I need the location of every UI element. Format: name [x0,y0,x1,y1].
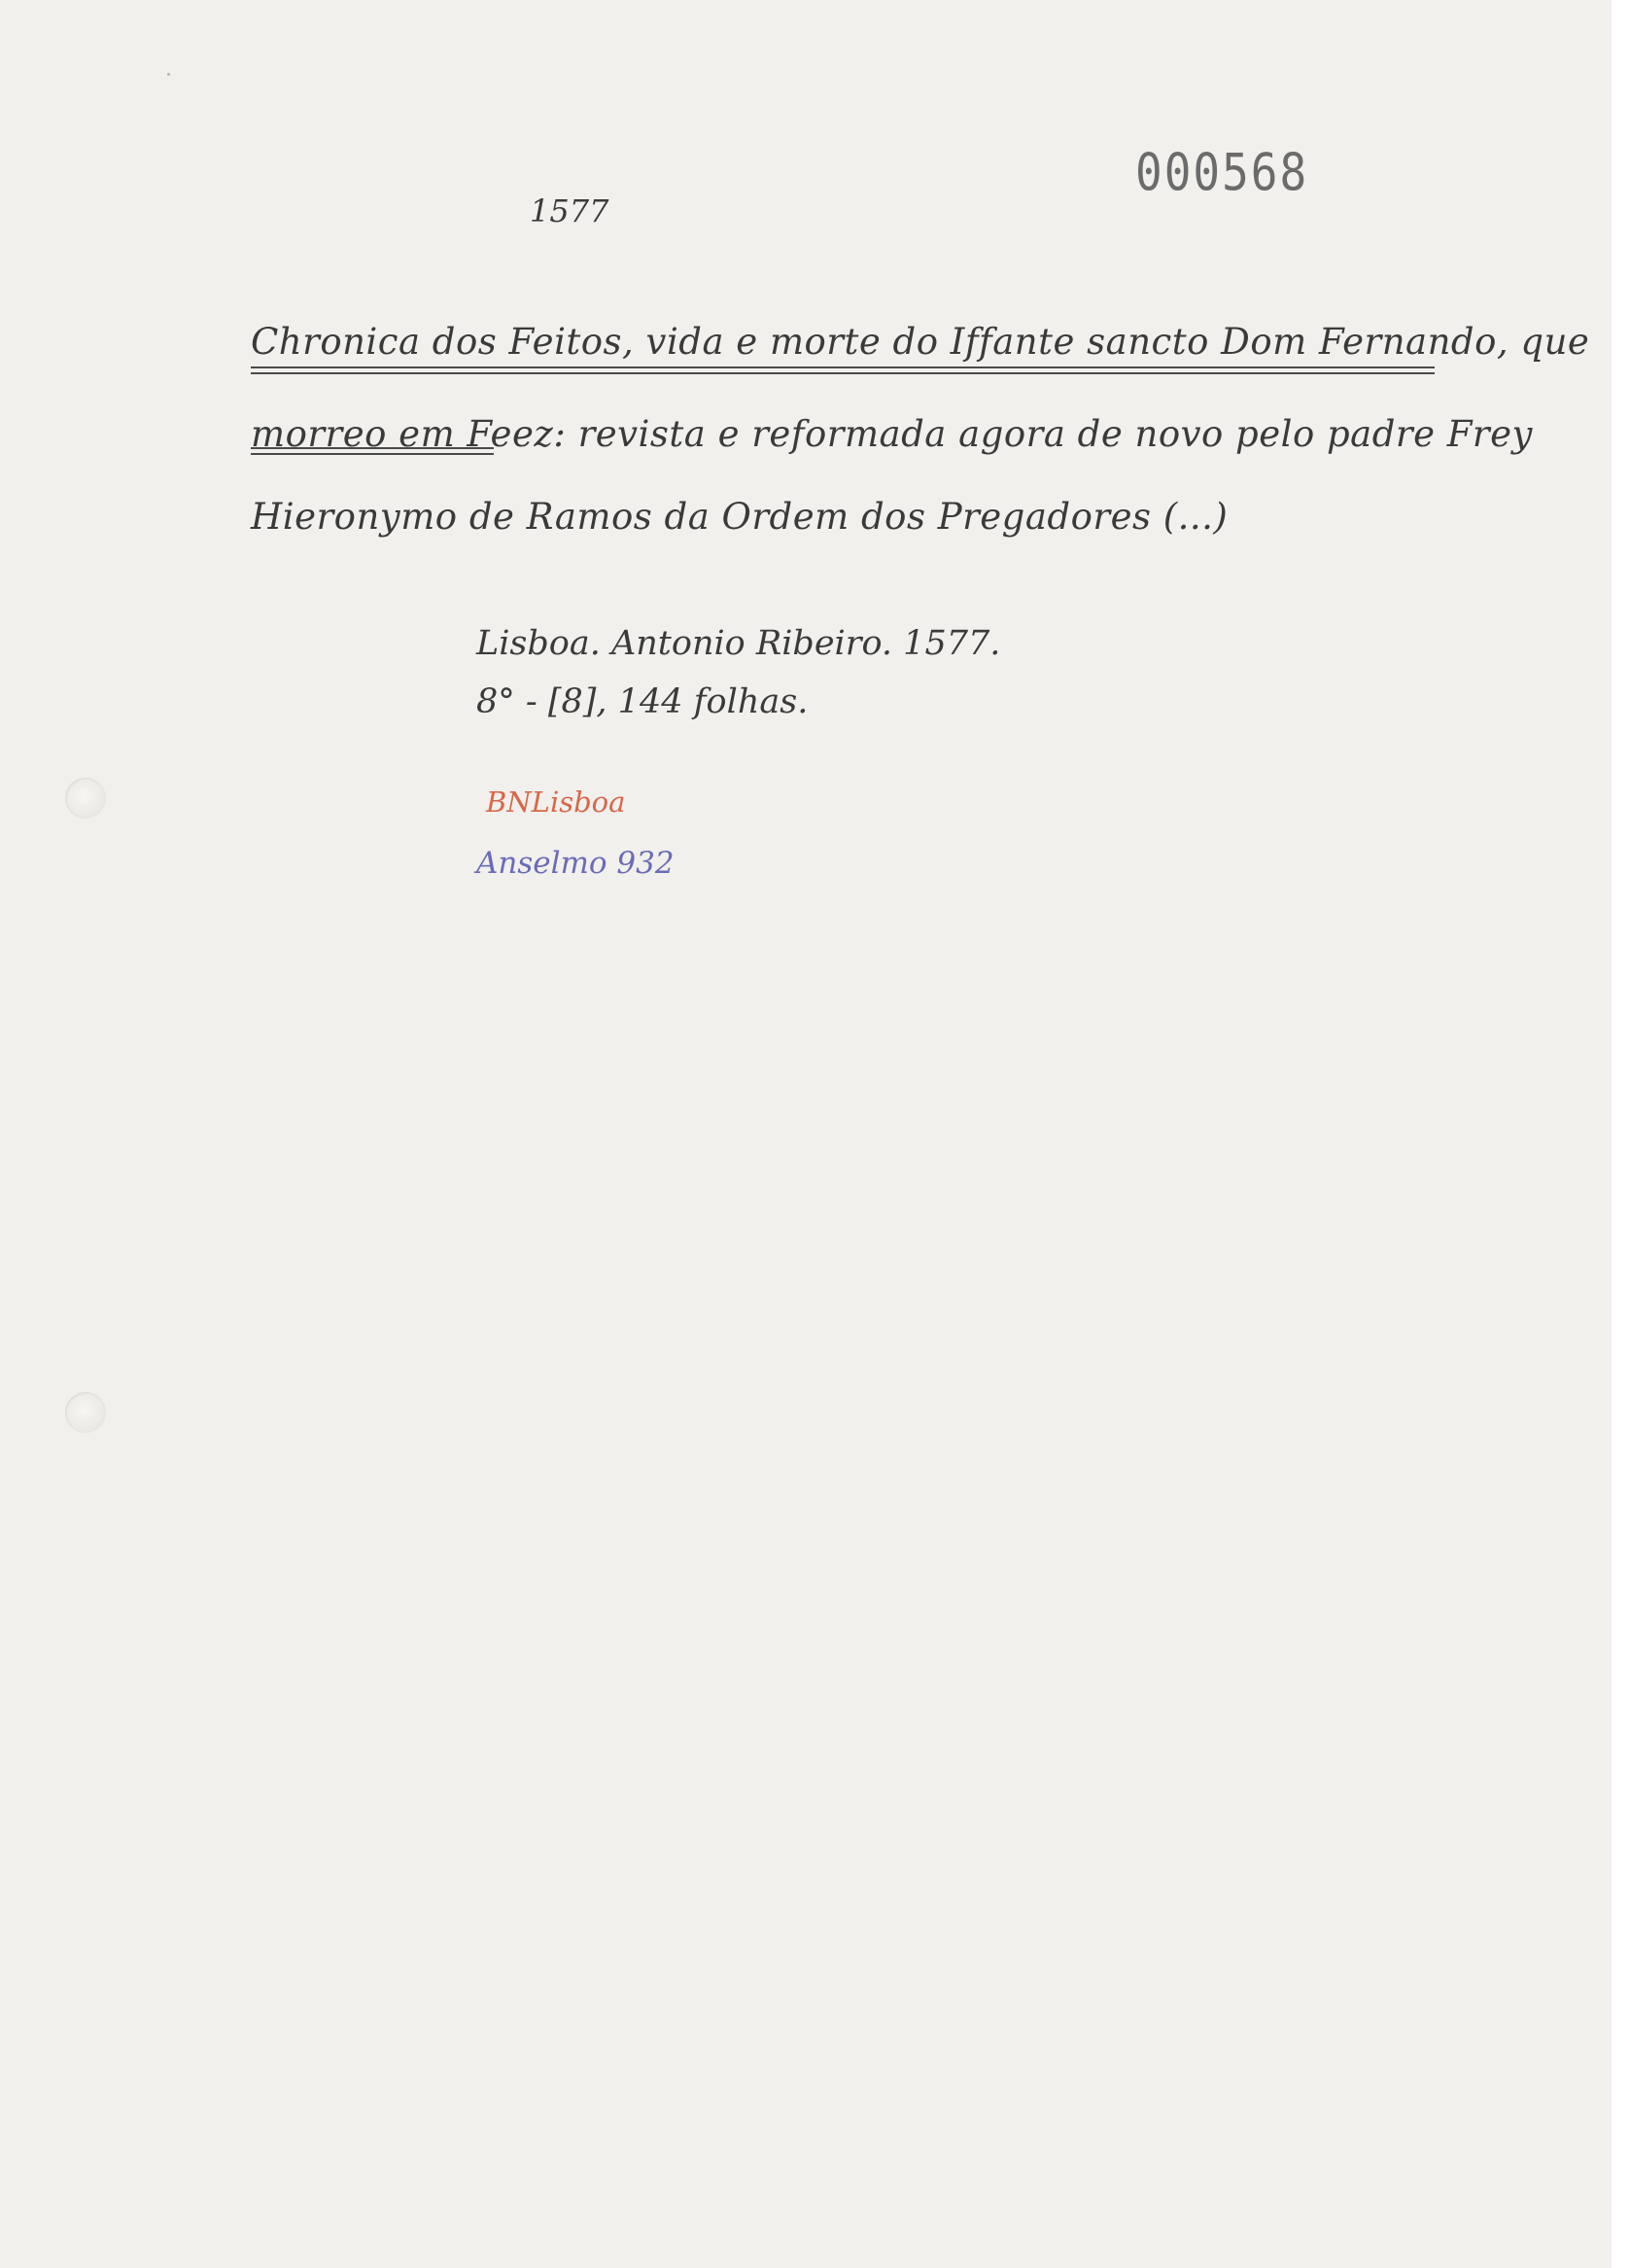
imprint-line: Lisboa. Antonio Ribeiro. 1577. [476,624,1001,663]
title-line-1: Chronica dos Feitos, vida e morte do Iffante sancto Dom Fernando, que [251,321,1590,363]
title-underline-2-double [251,453,494,455]
paper-speck [167,73,170,76]
title-line-2: morreo em Feez: revista e reformada agora de novo pelo padre Frey [251,413,1533,455]
stamp-number: 000568 [1135,141,1309,203]
publication-year: 1577 [530,192,609,229]
title-underline [251,366,1435,368]
bibliographic-reference: Anselmo 932 [476,846,675,881]
scan-edge [1612,0,1630,2268]
title-underline-double [251,372,1435,374]
punch-hole-icon [65,778,106,819]
extent-line: 8° - [8], 144 folhas. [476,682,809,721]
punch-hole-icon [65,1392,106,1433]
library-location: BNLisboa [486,785,626,819]
title-underline-2 [251,447,494,449]
title-line-3: Hieronymo de Ramos da Ordem dos Pregadores (...) [251,496,1229,538]
